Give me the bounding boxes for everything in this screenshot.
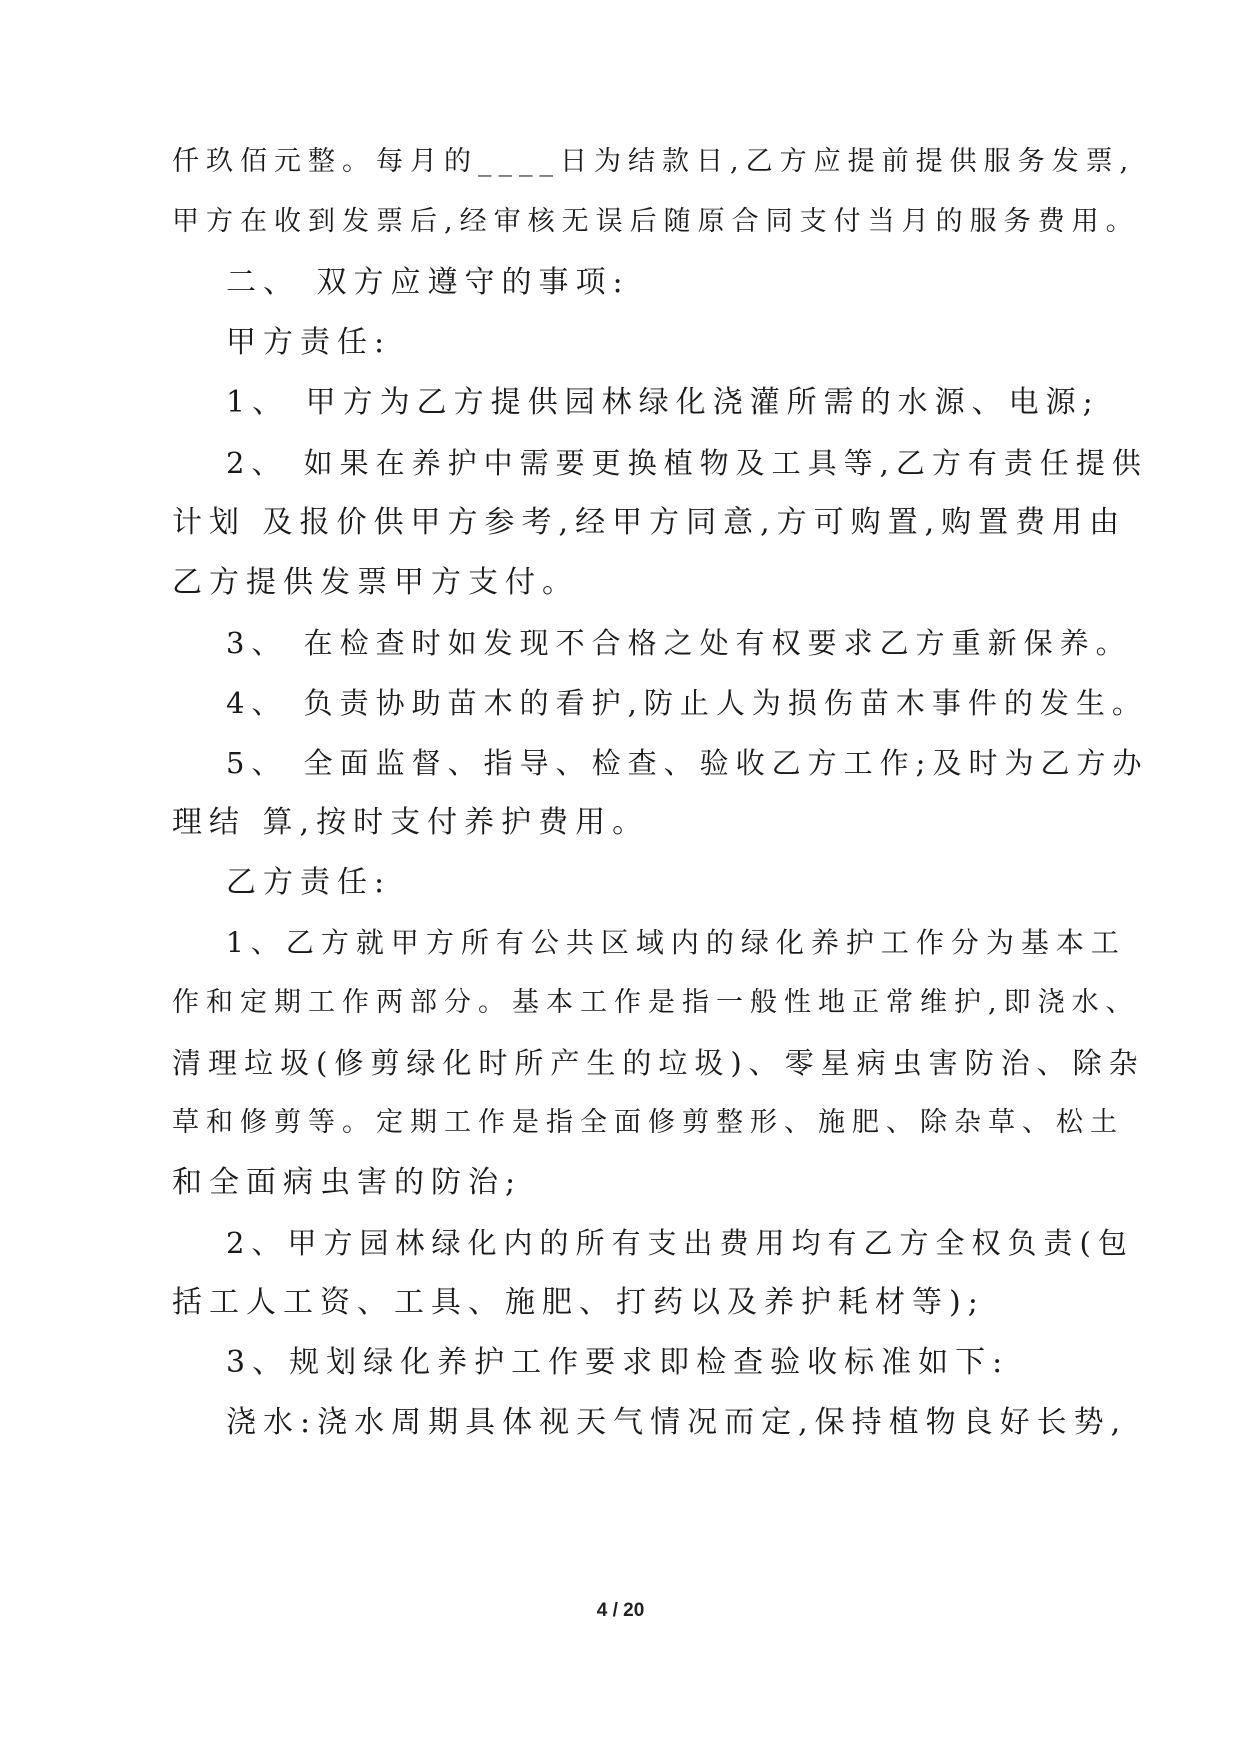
text-line: 和全面病虫害的防治; <box>172 1165 523 1200</box>
text-line: 乙方提供发票甲方支付。 <box>172 565 579 600</box>
text-line: 理结 算,按时支付养护费用。 <box>172 805 650 840</box>
text-line: 3、 在检查时如发现不合格之处有权要求乙方重新保养。 <box>226 626 1132 660</box>
text-line: 草和修剪等。定期工作是指全面修剪整形、施肥、除杂草、松土 <box>172 1107 1124 1138</box>
text-line: 1、 甲方为乙方提供园林绿化浇灌所需的水源、电源; <box>226 385 1100 420</box>
text-line: 浇水:浇水周期具体视天气情况而定,保持植物良好长势, <box>226 1405 1128 1440</box>
page-number: 4 / 20 <box>596 1600 645 1621</box>
text-line: 甲方在收到发票后,经审核无误后随原合同支付当月的服务费用。 <box>172 206 1140 237</box>
text-line: 2、甲方园林绿化内的所有支出费用均有乙方全权负责(包 <box>226 1226 1134 1260</box>
subsection-heading: 甲方责任: <box>226 325 392 360</box>
text-line: 作和定期工作两部分。基本工作是指一般性地正常维护,即浇水、 <box>172 987 1140 1018</box>
text-line: 括工人工资、工具、施肥、打药以及养护耗材等); <box>172 1285 985 1320</box>
text-line: 清理垃圾(修剪绿化时所产生的垃圾)、零星病虫害防治、除杂 <box>172 1046 1145 1080</box>
text-line: 计划 及报价供甲方参考,经甲方同意,方可购置,购置费用由 <box>172 505 1127 540</box>
text-line: 1、乙方就甲方所有公共区域内的绿化养护工作分为基本工 <box>226 926 1126 959</box>
text-line: 5、 全面监督、指导、检查、验收乙方工作;及时为乙方办 <box>226 746 1149 780</box>
subsection-heading: 乙方责任: <box>226 865 392 900</box>
section-heading: 二、 双方应遵守的事项: <box>226 265 630 300</box>
text-line: 2、 如果在养护中需要更换植物及工具等,乙方有责任提供 <box>226 446 1148 480</box>
text-line: 仟玖佰元整。每月的____日为结款日,乙方应提前提供服务发票, <box>172 146 1136 177</box>
text-line: 3、规划绿化养护工作要求即检查验收标准如下: <box>226 1345 1010 1380</box>
text-line: 4、 负责协助苗木的看护,防止人为损伤苗木事件的发生。 <box>226 686 1148 720</box>
